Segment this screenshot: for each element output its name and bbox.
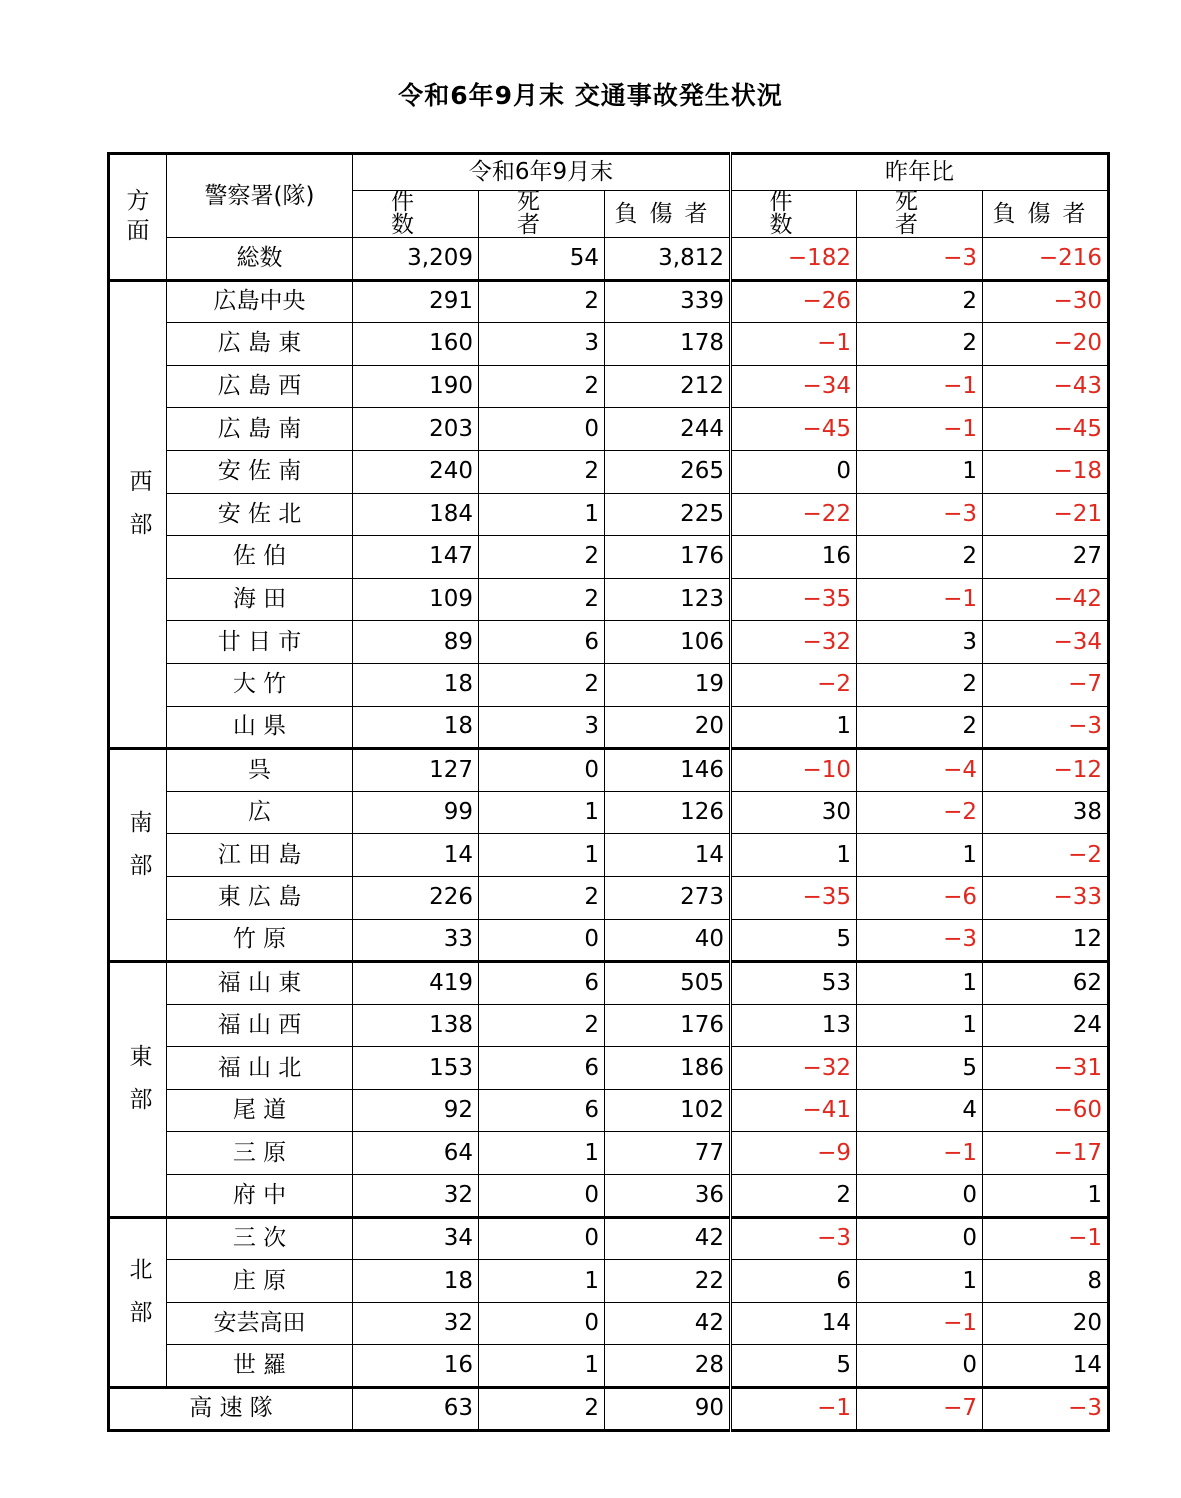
station-name: 安芸高田 <box>167 1302 353 1345</box>
total-diff-cases: −182 <box>731 238 857 281</box>
section-name: 南部 <box>125 809 152 896</box>
diff-deaths-cell: −7 <box>857 1388 983 1431</box>
section-name: 北部 <box>125 1256 152 1343</box>
direction-header: 方 面 <box>109 154 167 281</box>
deaths-cell: 6 <box>479 1089 605 1132</box>
section-label <box>109 280 167 749</box>
diff-cases-cell: 16 <box>731 536 857 579</box>
total-injured: 3,812 <box>605 238 731 281</box>
cases-cell: 419 <box>353 962 479 1005</box>
diff-injured-cell: −33 <box>983 876 1109 919</box>
injured-cell: 20 <box>605 706 731 749</box>
table-row <box>109 280 1109 323</box>
table-row <box>109 876 1109 919</box>
station-name: 府 中 <box>167 1175 353 1218</box>
deaths-cell: 0 <box>479 1175 605 1218</box>
diff-injured-cell: −42 <box>983 578 1109 621</box>
cases-cell: 291 <box>353 280 479 323</box>
cases-cell: 32 <box>353 1175 479 1218</box>
diff-injured-cell: −45 <box>983 408 1109 451</box>
station-header: 警察署(隊) <box>167 154 353 238</box>
injured-cell: 42 <box>605 1302 731 1345</box>
deaths-cell: 0 <box>479 749 605 792</box>
deaths-cell: 1 <box>479 791 605 834</box>
diff-cases-cell: 53 <box>731 962 857 1005</box>
diff-cases-cell: −41 <box>731 1089 857 1132</box>
table-row <box>109 663 1109 706</box>
station-name: 庄 原 <box>167 1260 353 1303</box>
deaths-cell: 6 <box>479 621 605 664</box>
injured-cell: 22 <box>605 1260 731 1303</box>
deaths-cell: 6 <box>479 962 605 1005</box>
diff-deaths-cell: −1 <box>857 365 983 408</box>
diff-injured-cell: −2 <box>983 834 1109 877</box>
diff-deaths-cell: 1 <box>857 962 983 1005</box>
total-diff-injured: −216 <box>983 238 1109 281</box>
deaths-cell: 3 <box>479 706 605 749</box>
section-label <box>109 962 167 1218</box>
injured-cell: 212 <box>605 365 731 408</box>
deaths-cell: 0 <box>479 1302 605 1345</box>
diff-deaths-cell: 0 <box>857 1345 983 1388</box>
deaths-cell: 2 <box>479 536 605 579</box>
deaths-cell: 6 <box>479 1047 605 1090</box>
diff-cases-header: 件 数 <box>731 191 857 238</box>
deaths-cell: 2 <box>479 1388 605 1431</box>
diff-deaths-cell: 1 <box>857 450 983 493</box>
expressway-row <box>109 1388 1109 1431</box>
cases-header: 件 数 <box>353 191 479 238</box>
deaths-cell: 2 <box>479 280 605 323</box>
table-row <box>109 1004 1109 1047</box>
diff-deaths-cell: 2 <box>857 323 983 366</box>
diff-injured-cell: 27 <box>983 536 1109 579</box>
table-row <box>109 834 1109 877</box>
cases-cell: 89 <box>353 621 479 664</box>
total-label: 総数 <box>167 238 353 281</box>
diff-cases-cell: −1 <box>731 323 857 366</box>
diff-deaths-cell: 1 <box>857 1260 983 1303</box>
injured-cell: 28 <box>605 1345 731 1388</box>
cases-cell: 16 <box>353 1345 479 1388</box>
year-diff-header: 昨年比 <box>731 154 1109 191</box>
section-label <box>109 1217 167 1387</box>
station-name: 福 山 東 <box>167 962 353 1005</box>
injured-cell: 77 <box>605 1132 731 1175</box>
deaths-cell: 0 <box>479 1217 605 1260</box>
accident-table <box>107 152 1110 1432</box>
table-row <box>109 791 1109 834</box>
diff-deaths-cell: −1 <box>857 408 983 451</box>
diff-deaths-cell: 2 <box>857 706 983 749</box>
cases-cell: 18 <box>353 663 479 706</box>
deaths-header: 死 者 <box>479 191 605 238</box>
injured-cell: 178 <box>605 323 731 366</box>
deaths-cell: 2 <box>479 663 605 706</box>
cases-cell: 34 <box>353 1217 479 1260</box>
diff-cases-cell: −9 <box>731 1132 857 1175</box>
table-row <box>109 621 1109 664</box>
station-name: 広 島 東 <box>167 323 353 366</box>
cases-cell: 147 <box>353 536 479 579</box>
injured-cell: 40 <box>605 919 731 962</box>
cases-cell: 160 <box>353 323 479 366</box>
total-deaths: 54 <box>479 238 605 281</box>
table-row <box>109 1047 1109 1090</box>
cases-cell: 203 <box>353 408 479 451</box>
table-row <box>109 450 1109 493</box>
diff-deaths-cell: 1 <box>857 1004 983 1047</box>
table-row <box>109 493 1109 536</box>
injured-cell: 106 <box>605 621 731 664</box>
diff-injured-cell: −43 <box>983 365 1109 408</box>
injured-cell: 123 <box>605 578 731 621</box>
diff-deaths-cell: −1 <box>857 1132 983 1175</box>
diff-injured-cell: 38 <box>983 791 1109 834</box>
station-name: 安 佐 北 <box>167 493 353 536</box>
station-name: 竹 原 <box>167 919 353 962</box>
table-row <box>109 1260 1109 1303</box>
diff-deaths-cell: 2 <box>857 536 983 579</box>
injured-cell: 126 <box>605 791 731 834</box>
diff-deaths-cell: −1 <box>857 578 983 621</box>
table-row <box>109 323 1109 366</box>
station-name: 三 次 <box>167 1217 353 1260</box>
table-row <box>109 536 1109 579</box>
cases-cell: 184 <box>353 493 479 536</box>
deaths-cell: 1 <box>479 1132 605 1175</box>
injured-cell: 14 <box>605 834 731 877</box>
cases-cell: 190 <box>353 365 479 408</box>
station-name: 広 島 南 <box>167 408 353 451</box>
station-name: 広島中央 <box>167 280 353 323</box>
diff-injured-cell: −60 <box>983 1089 1109 1132</box>
deaths-cell: 1 <box>479 493 605 536</box>
injured-cell: 102 <box>605 1089 731 1132</box>
cases-cell: 92 <box>353 1089 479 1132</box>
diff-injured-cell: 12 <box>983 919 1109 962</box>
diff-injured-cell: 1 <box>983 1175 1109 1218</box>
diff-injured-header: 負傷者 <box>983 191 1109 238</box>
injured-cell: 225 <box>605 493 731 536</box>
deaths-cell: 1 <box>479 834 605 877</box>
diff-cases-cell: −32 <box>731 1047 857 1090</box>
station-name: 尾 道 <box>167 1089 353 1132</box>
cases-cell: 240 <box>353 450 479 493</box>
diff-cases-cell: 2 <box>731 1175 857 1218</box>
diff-injured-cell: 14 <box>983 1345 1109 1388</box>
diff-cases-cell: −22 <box>731 493 857 536</box>
page-title: 令和6年9月末 交通事故発生状況 <box>398 81 783 110</box>
diff-deaths-header: 死 者 <box>857 191 983 238</box>
diff-deaths-cell: 4 <box>857 1089 983 1132</box>
current-period-header: 令和6年9月末 <box>353 154 731 191</box>
table-row <box>109 365 1109 408</box>
diff-cases-cell: 1 <box>731 706 857 749</box>
cases-cell: 33 <box>353 919 479 962</box>
diff-injured-cell: −7 <box>983 663 1109 706</box>
diff-cases-cell: 6 <box>731 1260 857 1303</box>
injured-cell: 265 <box>605 450 731 493</box>
cases-cell: 226 <box>353 876 479 919</box>
table-row <box>109 1302 1109 1345</box>
diff-injured-cell: −31 <box>983 1047 1109 1090</box>
cases-cell: 138 <box>353 1004 479 1047</box>
diff-cases-cell: −26 <box>731 280 857 323</box>
diff-deaths-cell: 1 <box>857 834 983 877</box>
injured-cell: 90 <box>605 1388 731 1431</box>
injured-cell: 19 <box>605 663 731 706</box>
station-name: 大 竹 <box>167 663 353 706</box>
diff-cases-cell: −10 <box>731 749 857 792</box>
deaths-cell: 2 <box>479 876 605 919</box>
deaths-cell: 2 <box>479 1004 605 1047</box>
station-name: 安 佐 南 <box>167 450 353 493</box>
table-row <box>109 919 1109 962</box>
injured-cell: 186 <box>605 1047 731 1090</box>
station-name: 世 羅 <box>167 1345 353 1388</box>
cases-cell: 99 <box>353 791 479 834</box>
diff-cases-cell: 30 <box>731 791 857 834</box>
cases-cell: 14 <box>353 834 479 877</box>
injured-cell: 146 <box>605 749 731 792</box>
deaths-cell: 2 <box>479 578 605 621</box>
diff-deaths-cell: −3 <box>857 493 983 536</box>
table-row <box>109 706 1109 749</box>
cases-cell: 153 <box>353 1047 479 1090</box>
deaths-cell: 1 <box>479 1345 605 1388</box>
diff-injured-cell: 24 <box>983 1004 1109 1047</box>
diff-injured-cell: −3 <box>983 706 1109 749</box>
diff-deaths-cell: −6 <box>857 876 983 919</box>
injured-cell: 339 <box>605 280 731 323</box>
diff-injured-cell: −17 <box>983 1132 1109 1175</box>
station-name: 江 田 島 <box>167 834 353 877</box>
diff-injured-cell: −3 <box>983 1388 1109 1431</box>
cases-cell: 109 <box>353 578 479 621</box>
cases-cell: 18 <box>353 1260 479 1303</box>
station-name: 福 山 西 <box>167 1004 353 1047</box>
diff-cases-cell: −35 <box>731 578 857 621</box>
table-row <box>109 749 1109 792</box>
injured-cell: 273 <box>605 876 731 919</box>
diff-injured-cell: −1 <box>983 1217 1109 1260</box>
diff-cases-cell: 1 <box>731 834 857 877</box>
diff-injured-cell: −34 <box>983 621 1109 664</box>
diff-injured-cell: −18 <box>983 450 1109 493</box>
diff-cases-cell: −2 <box>731 663 857 706</box>
table-row <box>109 1089 1109 1132</box>
cases-cell: 18 <box>353 706 479 749</box>
diff-cases-cell: −34 <box>731 365 857 408</box>
station-name: 三 原 <box>167 1132 353 1175</box>
deaths-cell: 3 <box>479 323 605 366</box>
station-name: 福 山 北 <box>167 1047 353 1090</box>
station-name: 廿 日 市 <box>167 621 353 664</box>
table-row <box>109 1175 1109 1218</box>
diff-deaths-cell: 5 <box>857 1047 983 1090</box>
station-name: 呉 <box>167 749 353 792</box>
expressway-label: 高 速 隊 <box>109 1388 353 1431</box>
table-row <box>109 578 1109 621</box>
section-label <box>109 749 167 962</box>
diff-deaths-cell: −3 <box>857 919 983 962</box>
injured-header: 負傷者 <box>605 191 731 238</box>
diff-deaths-cell: −1 <box>857 1302 983 1345</box>
diff-injured-cell: 8 <box>983 1260 1109 1303</box>
diff-deaths-cell: 2 <box>857 280 983 323</box>
cases-cell: 32 <box>353 1302 479 1345</box>
diff-cases-cell: 0 <box>731 450 857 493</box>
injured-cell: 176 <box>605 1004 731 1047</box>
diff-deaths-cell: 3 <box>857 621 983 664</box>
diff-cases-cell: −3 <box>731 1217 857 1260</box>
diff-injured-cell: −20 <box>983 323 1109 366</box>
table-row <box>109 1217 1109 1260</box>
station-name: 海 田 <box>167 578 353 621</box>
diff-deaths-cell: −4 <box>857 749 983 792</box>
station-name: 広 島 西 <box>167 365 353 408</box>
station-name: 山 県 <box>167 706 353 749</box>
station-name: 広 <box>167 791 353 834</box>
cases-cell: 63 <box>353 1388 479 1431</box>
diff-injured-cell: 62 <box>983 962 1109 1005</box>
diff-cases-cell: 5 <box>731 1345 857 1388</box>
diff-injured-cell: −21 <box>983 493 1109 536</box>
table-row <box>109 1345 1109 1388</box>
injured-cell: 505 <box>605 962 731 1005</box>
deaths-cell: 1 <box>479 1260 605 1303</box>
diff-cases-cell: −45 <box>731 408 857 451</box>
diff-cases-cell: −32 <box>731 621 857 664</box>
table-row <box>109 962 1109 1005</box>
diff-deaths-cell: 0 <box>857 1217 983 1260</box>
diff-injured-cell: −12 <box>983 749 1109 792</box>
total-diff-deaths: −3 <box>857 238 983 281</box>
cases-cell: 127 <box>353 749 479 792</box>
station-name: 佐 伯 <box>167 536 353 579</box>
table-row <box>109 1132 1109 1175</box>
injured-cell: 36 <box>605 1175 731 1218</box>
diff-deaths-cell: 0 <box>857 1175 983 1218</box>
deaths-cell: 0 <box>479 408 605 451</box>
injured-cell: 244 <box>605 408 731 451</box>
total-row <box>109 238 1109 281</box>
diff-injured-cell: 20 <box>983 1302 1109 1345</box>
deaths-cell: 2 <box>479 450 605 493</box>
section-name: 東部 <box>125 1043 152 1130</box>
deaths-cell: 0 <box>479 919 605 962</box>
diff-cases-cell: 13 <box>731 1004 857 1047</box>
diff-injured-cell: −30 <box>983 280 1109 323</box>
diff-cases-cell: 14 <box>731 1302 857 1345</box>
section-name: 西部 <box>125 468 152 555</box>
total-cases: 3,209 <box>353 238 479 281</box>
diff-cases-cell: −35 <box>731 876 857 919</box>
diff-cases-cell: 5 <box>731 919 857 962</box>
cases-cell: 64 <box>353 1132 479 1175</box>
diff-cases-cell: −1 <box>731 1388 857 1431</box>
injured-cell: 42 <box>605 1217 731 1260</box>
deaths-cell: 2 <box>479 365 605 408</box>
table-row <box>109 408 1109 451</box>
station-name: 東 広 島 <box>167 876 353 919</box>
injured-cell: 176 <box>605 536 731 579</box>
diff-deaths-cell: −2 <box>857 791 983 834</box>
diff-deaths-cell: 2 <box>857 663 983 706</box>
